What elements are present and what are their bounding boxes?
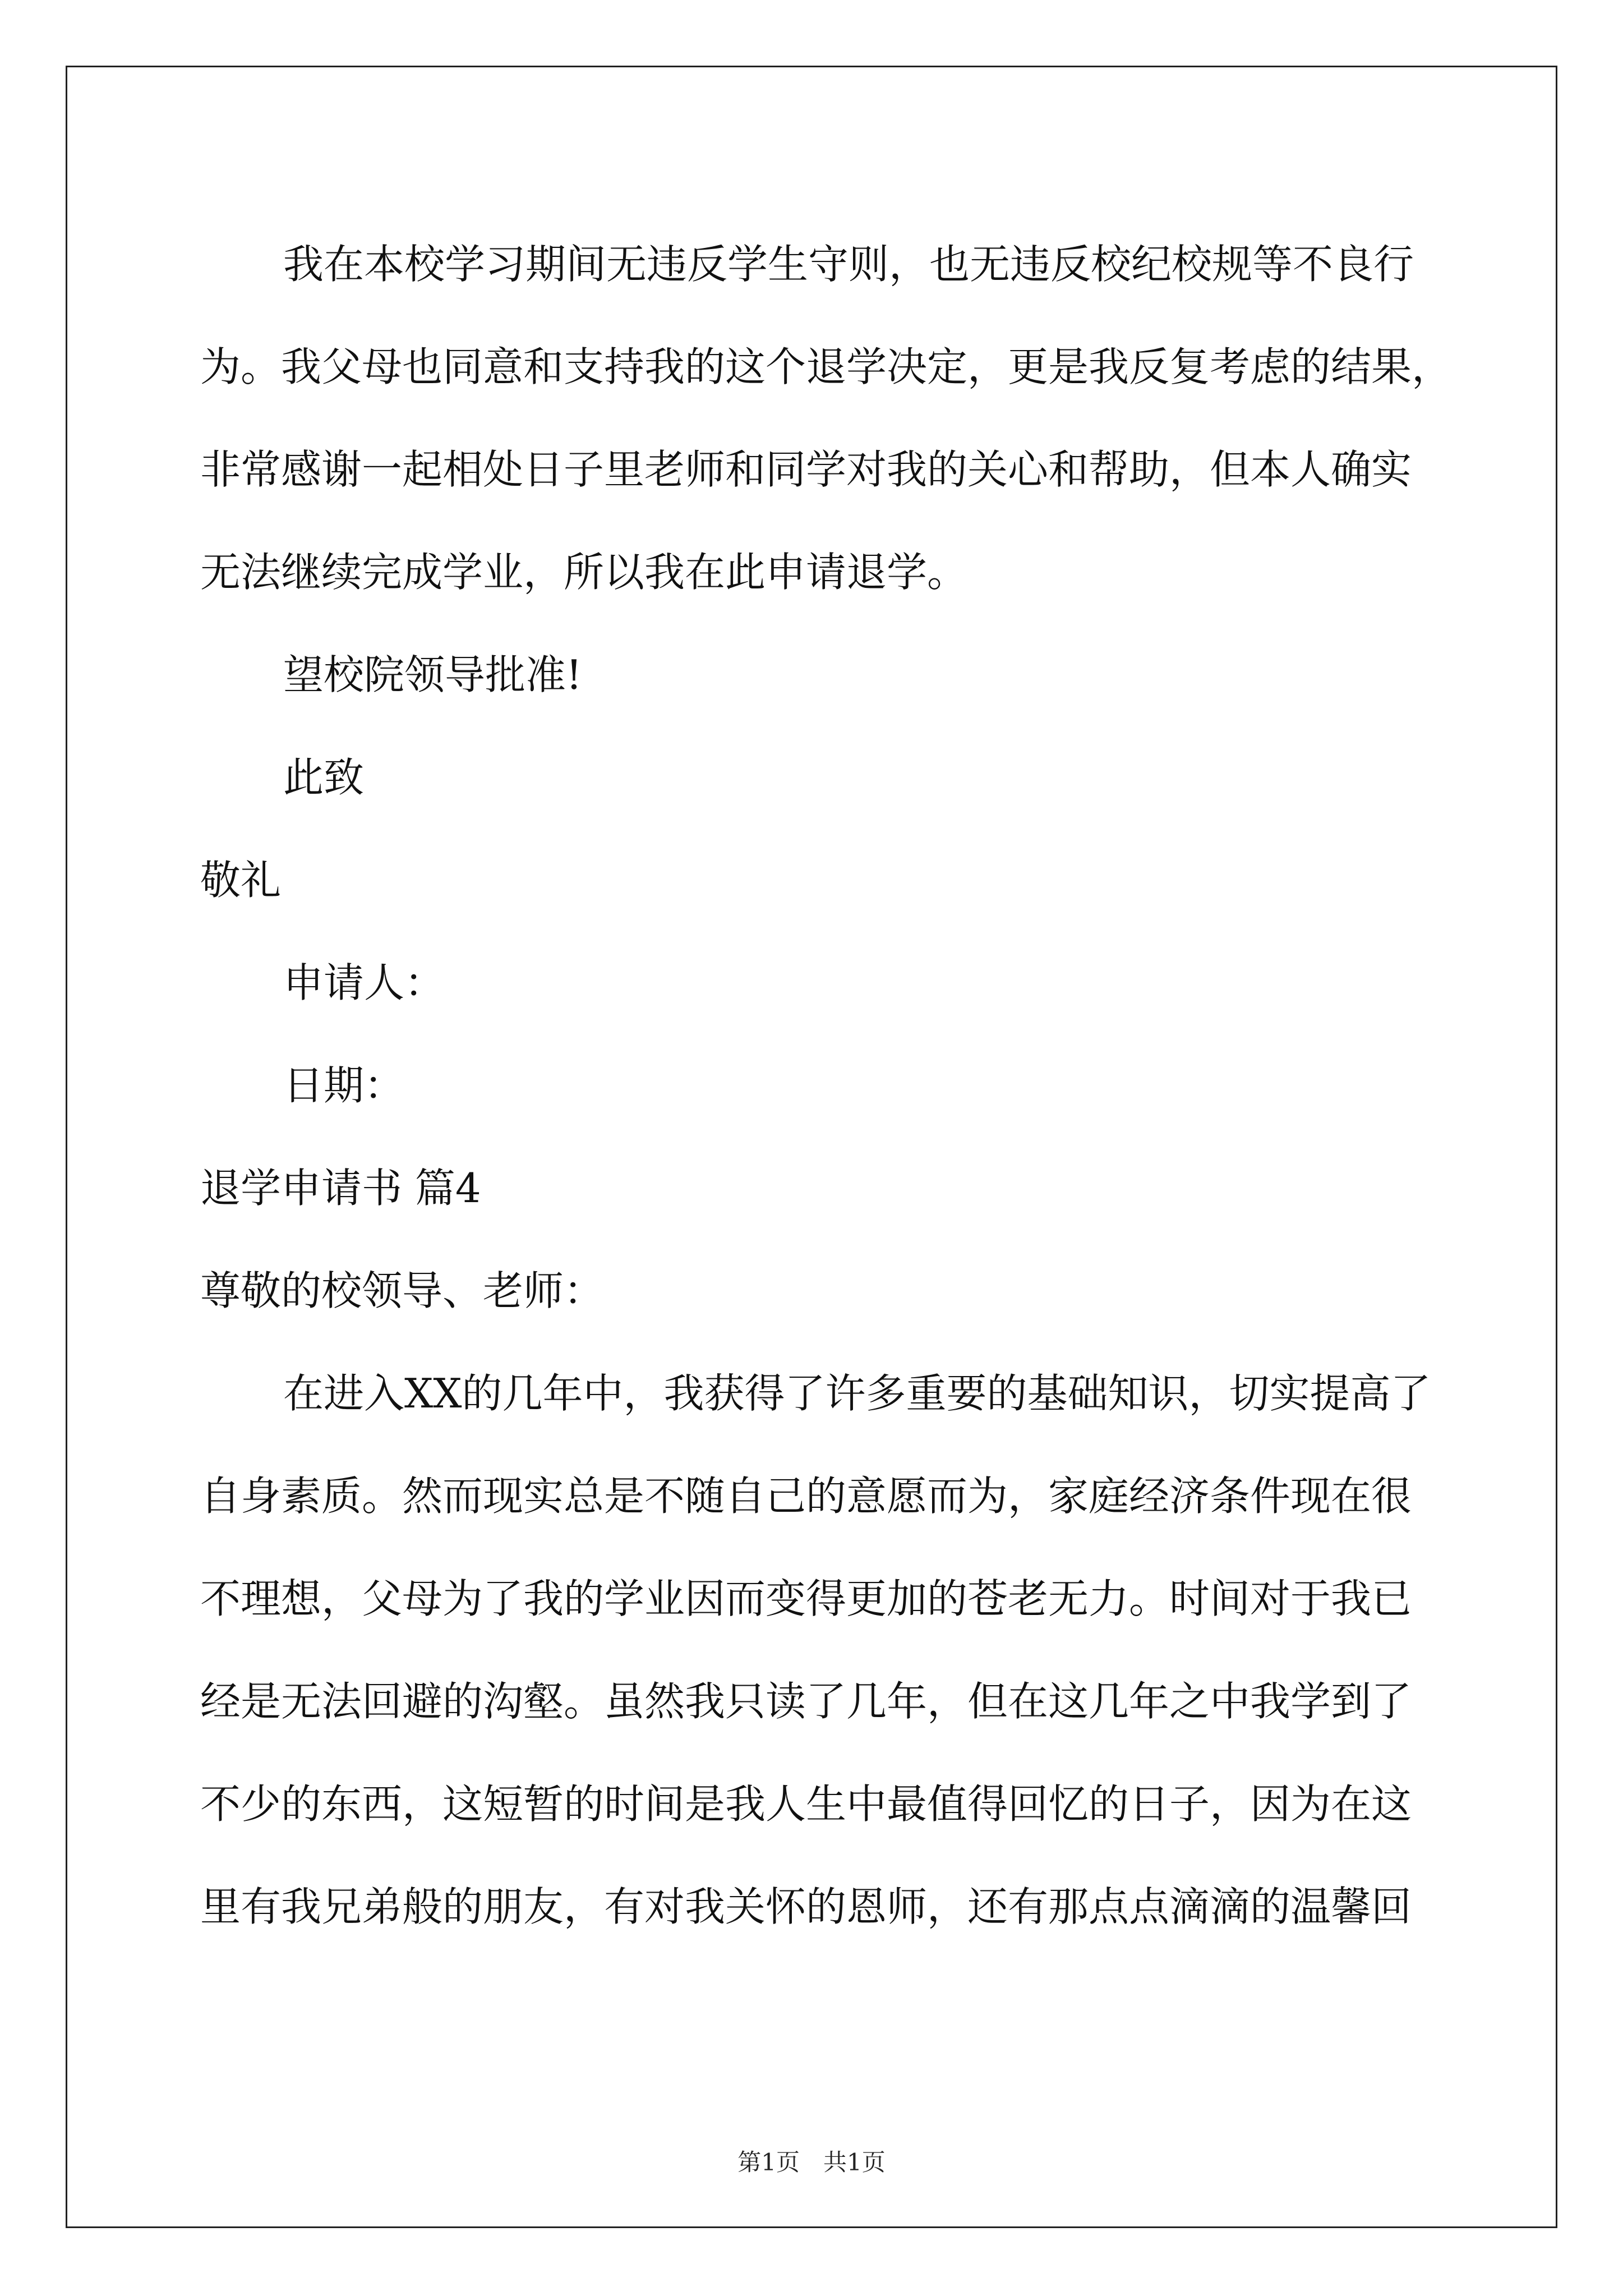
paragraph-line: 不少的东西，这短暂的时间是我人生中最值得回忆的日子，因为在这 — [200, 1780, 1412, 1828]
paragraph-line: 非常感谢一起相处日子里老师和同学对我的关心和帮助，但本人确实 — [200, 446, 1412, 493]
paragraph-line: 经是无法回避的沟壑。虽然我只读了几年，但在这几年之中我学到了 — [200, 1678, 1412, 1725]
greeting: 尊敬的校领导、老师： — [200, 1267, 605, 1314]
paragraph-line: 不理想，父母为了我的学业因而变得更加的苍老无力。时间对于我已 — [200, 1575, 1412, 1622]
paragraph-line: 为。我父母也同意和支持我的这个退学决定，更是我反复考虑的结果， — [200, 343, 1453, 390]
paragraph-line: 在进入XX的几年中，我获得了许多重要的基础知识，切实提高了 — [283, 1370, 1431, 1417]
page-footer: 第1页 共1页 — [737, 2148, 886, 2176]
section-heading: 退学申请书 篇4 — [200, 1165, 481, 1212]
paragraph-line: 我在本校学习期间无违反学生守则，也无违反校纪校规等不良行 — [283, 241, 1414, 288]
document-body — [200, 213, 1456, 1958]
paragraph-line: 无法继续完成学业，所以我在此申请退学。 — [200, 549, 968, 596]
date-label: 日期： — [283, 1062, 405, 1109]
closing-salutation: 此致 — [283, 754, 365, 801]
paragraph-line: 里有我兄弟般的朋友，有对我关怀的恩师，还有那点点滴滴的温馨回 — [200, 1883, 1412, 1930]
applicant-label: 申请人： — [283, 959, 445, 1006]
approval-request: 望校院领导批准! — [283, 651, 582, 698]
closing-regards: 敬礼 — [200, 857, 282, 904]
paragraph-line: 自身素质。然而现实总是不随自己的意愿而为，家庭经济条件现在很 — [200, 1473, 1412, 1520]
